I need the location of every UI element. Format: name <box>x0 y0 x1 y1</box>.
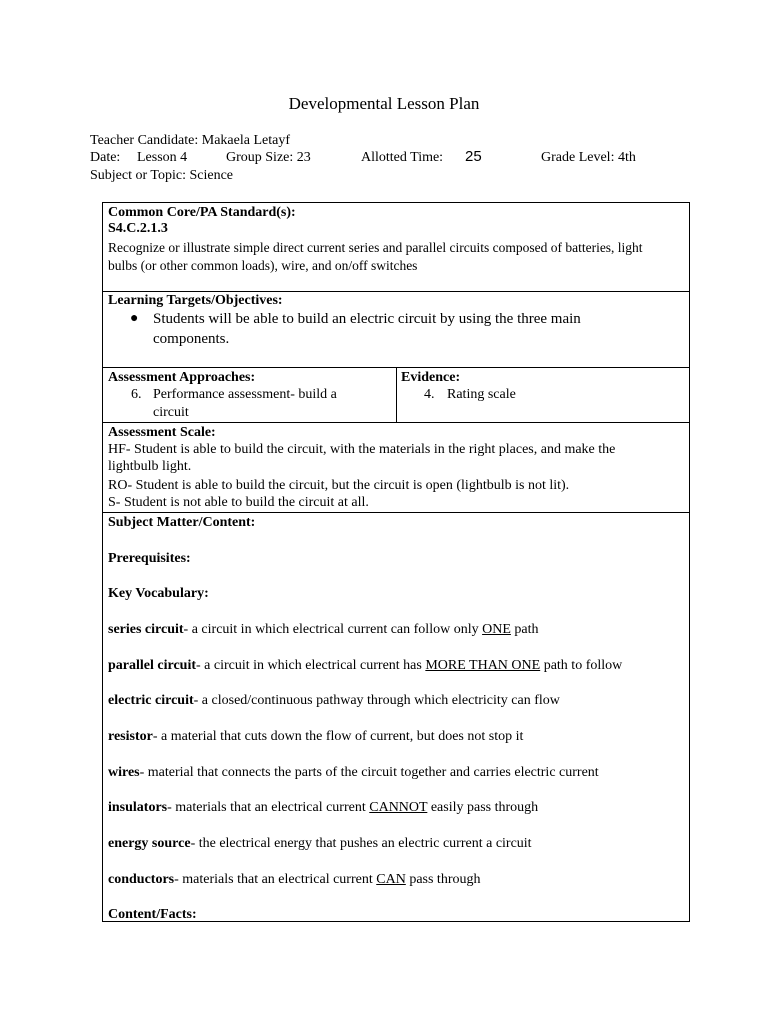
teacher-value: Makaela Letayf <box>201 133 290 148</box>
vocab-wires: wires- material that connects the parts of the circuit together and carries electric current <box>108 765 599 780</box>
scale-hf-2: lightbulb light. <box>108 459 192 474</box>
vocab-energy-source: energy source- the electrical energy that pushes an electric current a circuit <box>108 836 532 851</box>
vocab-series-circuit: series circuit- a circuit in which electrical current can follow only ONE path <box>108 622 539 637</box>
divider <box>103 422 689 423</box>
vocabulary-heading: Key Vocabulary: <box>108 586 209 601</box>
approach-line-1: Performance assessment- build a <box>153 387 337 402</box>
subject-value: Science <box>189 168 234 183</box>
subject-line <box>90 168 233 184</box>
objective-line-1: Students will be able to build an electric circuit by using the three main <box>153 311 581 327</box>
scale-s: S- Student is not able to build the circuit at all. <box>108 495 369 510</box>
standard-text-2: bulbs (or other common loads), wire, and on/off switches <box>108 258 418 273</box>
approach-number: 6. <box>131 387 142 402</box>
grade-value: 4th <box>617 150 636 165</box>
vocab-insulators: insulators- materials that an electrical current CANNOT easily pass through <box>108 800 539 815</box>
divider <box>103 512 689 513</box>
subject-label: Subject or Topic: <box>90 168 186 183</box>
scale-ro: RO- Student is able to build the circuit, but the circuit is open (lightbulb is not lit). <box>108 478 570 493</box>
approach-line-2: circuit <box>153 405 189 420</box>
date-value: Lesson 4 <box>137 150 188 165</box>
time-label: Allotted Time: <box>361 150 444 165</box>
vocab-parallel-circuit: parallel circuit- a circuit in which electrical current has MORE THAN ONE path to follow <box>108 658 623 673</box>
prerequisites-heading: Prerequisites: <box>108 551 191 566</box>
vocab-resistor: resistor- a material that cuts down the flow of current, but does not stop it <box>108 729 524 744</box>
grade-label: Grade Level: <box>541 150 615 165</box>
standard-text-1: Recognize or illustrate simple direct current series and parallel circuits composed of batteries, light <box>108 240 643 255</box>
divider <box>396 367 397 422</box>
vocab-electric-circuit: electric circuit- a closed/continuous pathway through which electricity can flow <box>108 693 560 708</box>
teacher-line <box>90 133 290 149</box>
teacher-label: Teacher Candidate: <box>90 133 199 148</box>
evidence-number: 4. <box>424 387 435 402</box>
facts-heading: Content/Facts: <box>108 907 197 922</box>
standard-code: S4.C.2.1.3 <box>108 221 168 236</box>
time-value: 25 <box>465 148 482 165</box>
approaches-heading: Assessment Approaches: <box>108 370 256 385</box>
scale-heading: Assessment Scale: <box>108 425 216 440</box>
group-value: 23 <box>296 150 311 165</box>
content-heading: Subject Matter/Content: <box>108 515 256 530</box>
standards-heading: Common Core/PA Standard(s): <box>108 205 296 220</box>
divider <box>103 291 689 292</box>
scale-hf-1: HF- Student is able to build the circuit, with the materials in the right places, and make the <box>108 442 616 457</box>
group-size <box>226 150 311 166</box>
objective-line-2: components. <box>153 331 230 347</box>
page-title: Developmental Lesson Plan <box>288 94 480 113</box>
evidence-text: Rating scale <box>447 387 516 402</box>
evidence-heading: Evidence: <box>401 370 461 385</box>
grade-level <box>541 150 636 166</box>
objectives-heading: Learning Targets/Objectives: <box>108 293 283 308</box>
date-label: Date: <box>90 150 121 165</box>
group-label: Group Size: <box>226 150 294 165</box>
bullet-icon: ● <box>130 311 139 326</box>
vocab-conductors: conductors- materials that an electrical current CAN pass through <box>108 872 481 887</box>
